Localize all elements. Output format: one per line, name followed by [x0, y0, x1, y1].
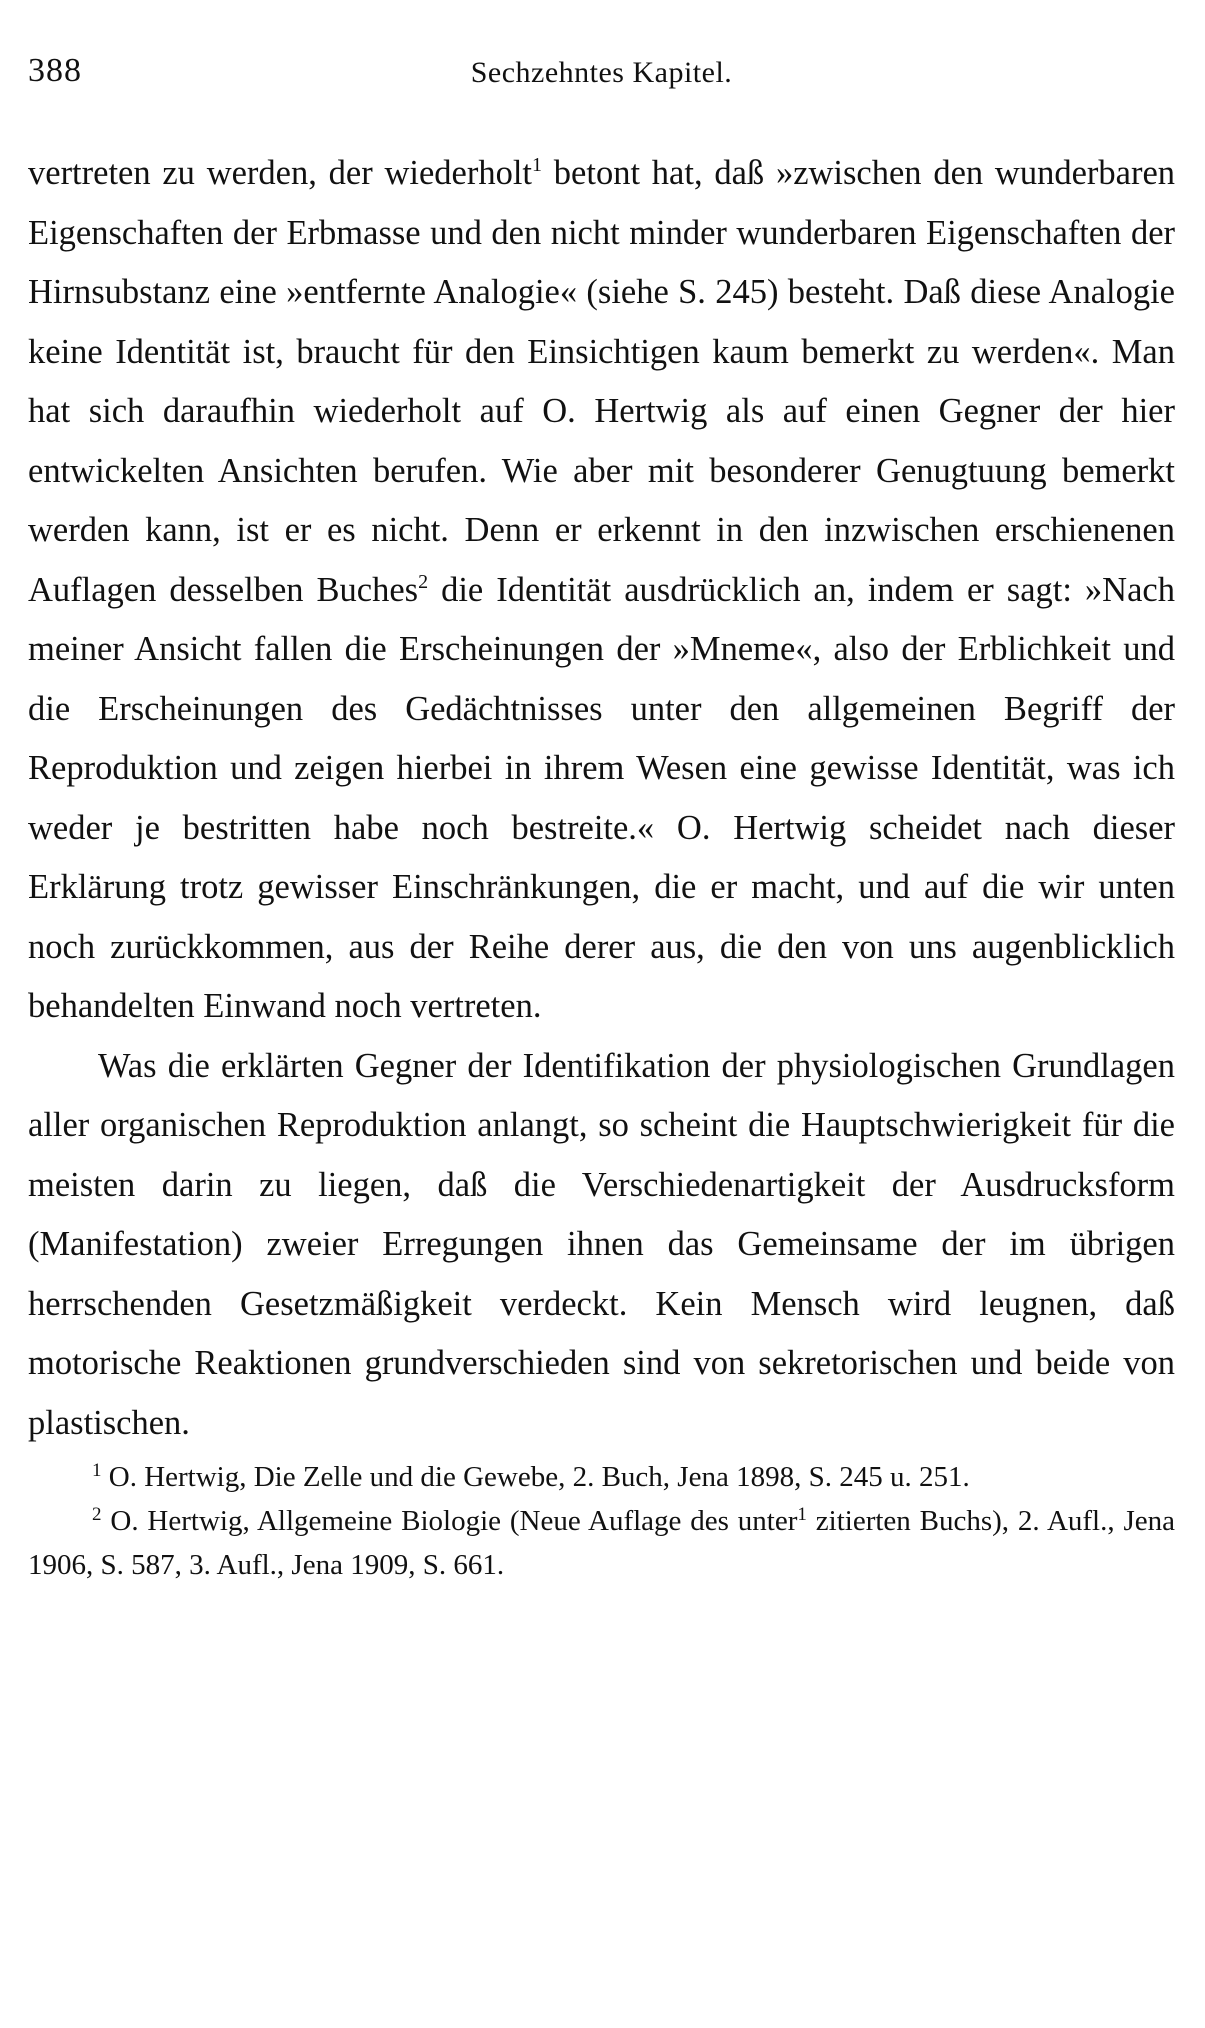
paragraph-text: die Identität ausdrücklich an, indem er sagt: »Nach meiner Ansicht fallen die Erscheinungen der »Mneme«, also der Erblichkeit und die Erscheinungen des Gedächtnisses unter den allgemeinen Begriff der Reproduktion und zeigen hierbei in ihrem Wesen eine gewisse Identität, was ich weder je bestritten habe noch bestreite.« O. Hertwig scheidet nach dieser Erklärung trotz gewisser Einschränkungen, die er macht, und auf die wir unten noch zurückkommen, aus der Reihe derer aus, die den von uns augenblicklich behandelten Einwand noch vertreten. — [28, 570, 1175, 1025]
body-text — [28, 144, 1175, 1453]
page-header — [28, 52, 1175, 100]
paragraph-text: vertreten zu werden, der wiederholt — [28, 154, 533, 192]
footnote-reference: 1 — [797, 1504, 807, 1525]
paragraph — [28, 144, 1175, 1037]
footnote-mark: 2 — [92, 1504, 102, 1525]
paragraph-text: betont hat, daß »zwischen den wunderbaren Eigenschaften der Erbmasse und den nicht minder wunderbaren Eigenschaften der Hirnsubstanz eine »entfernte Analogie« (siehe S. 245) besteht. Daß diese Analogie keine Identität ist, braucht für den Einsichtigen kaum bemerkt zu werden«. Man hat sich daraufhin wiederholt auf O. Hertwig als auf einen Gegner der hier entwickelten Ansichten berufen. Wie aber mit besonderer Genugtuung bemerkt werden kann, ist er es nicht. Denn er erkennt in den inzwischen erschienenen Auflagen desselben Buches — [28, 154, 1176, 609]
footnote-mark: 1 — [92, 1460, 102, 1481]
paragraph: Was die erklärten Gegner der Identifikation der physiologischen Grundlagen aller organischen Reproduktion anlangt, so scheint die Hauptschwierigkeit für die meisten darin zu liegen, daß die Verschiedenartigkeit der Ausdrucksform (Manifestation) zweier Erregungen ihnen das Gemeinsame der im übrigen herrschenden Gesetzmäßigkeit verdeckt. Kein Mensch wird leugnen, daß motorische Reaktionen grundverschieden sind von sekretorischen und beide von plastischen. — [28, 1046, 1175, 1442]
footnotes — [28, 1455, 1175, 1587]
footnote-reference: 2 — [418, 570, 429, 593]
footnote-text: O. Hertwig, Allgemeine Biologie (Neue Auflage des unter — [101, 1505, 798, 1537]
running-title: Sechzehntes Kapitel. — [470, 56, 733, 89]
footnote-text: zitierten Buchs), 2. Aufl., Jena 1906, S. 587, 3. Aufl., Jena 1909, S. 661. — [28, 1505, 1176, 1581]
page-number: 388 — [28, 52, 82, 89]
footnote-text: O. Hertwig, Die Zelle und die Gewebe, 2. Buch, Jena 1898, S. 245 u. 251. — [101, 1461, 970, 1493]
footnote — [28, 1499, 1175, 1587]
footnote — [28, 1455, 1175, 1499]
footnote-reference: 1 — [532, 154, 543, 176]
